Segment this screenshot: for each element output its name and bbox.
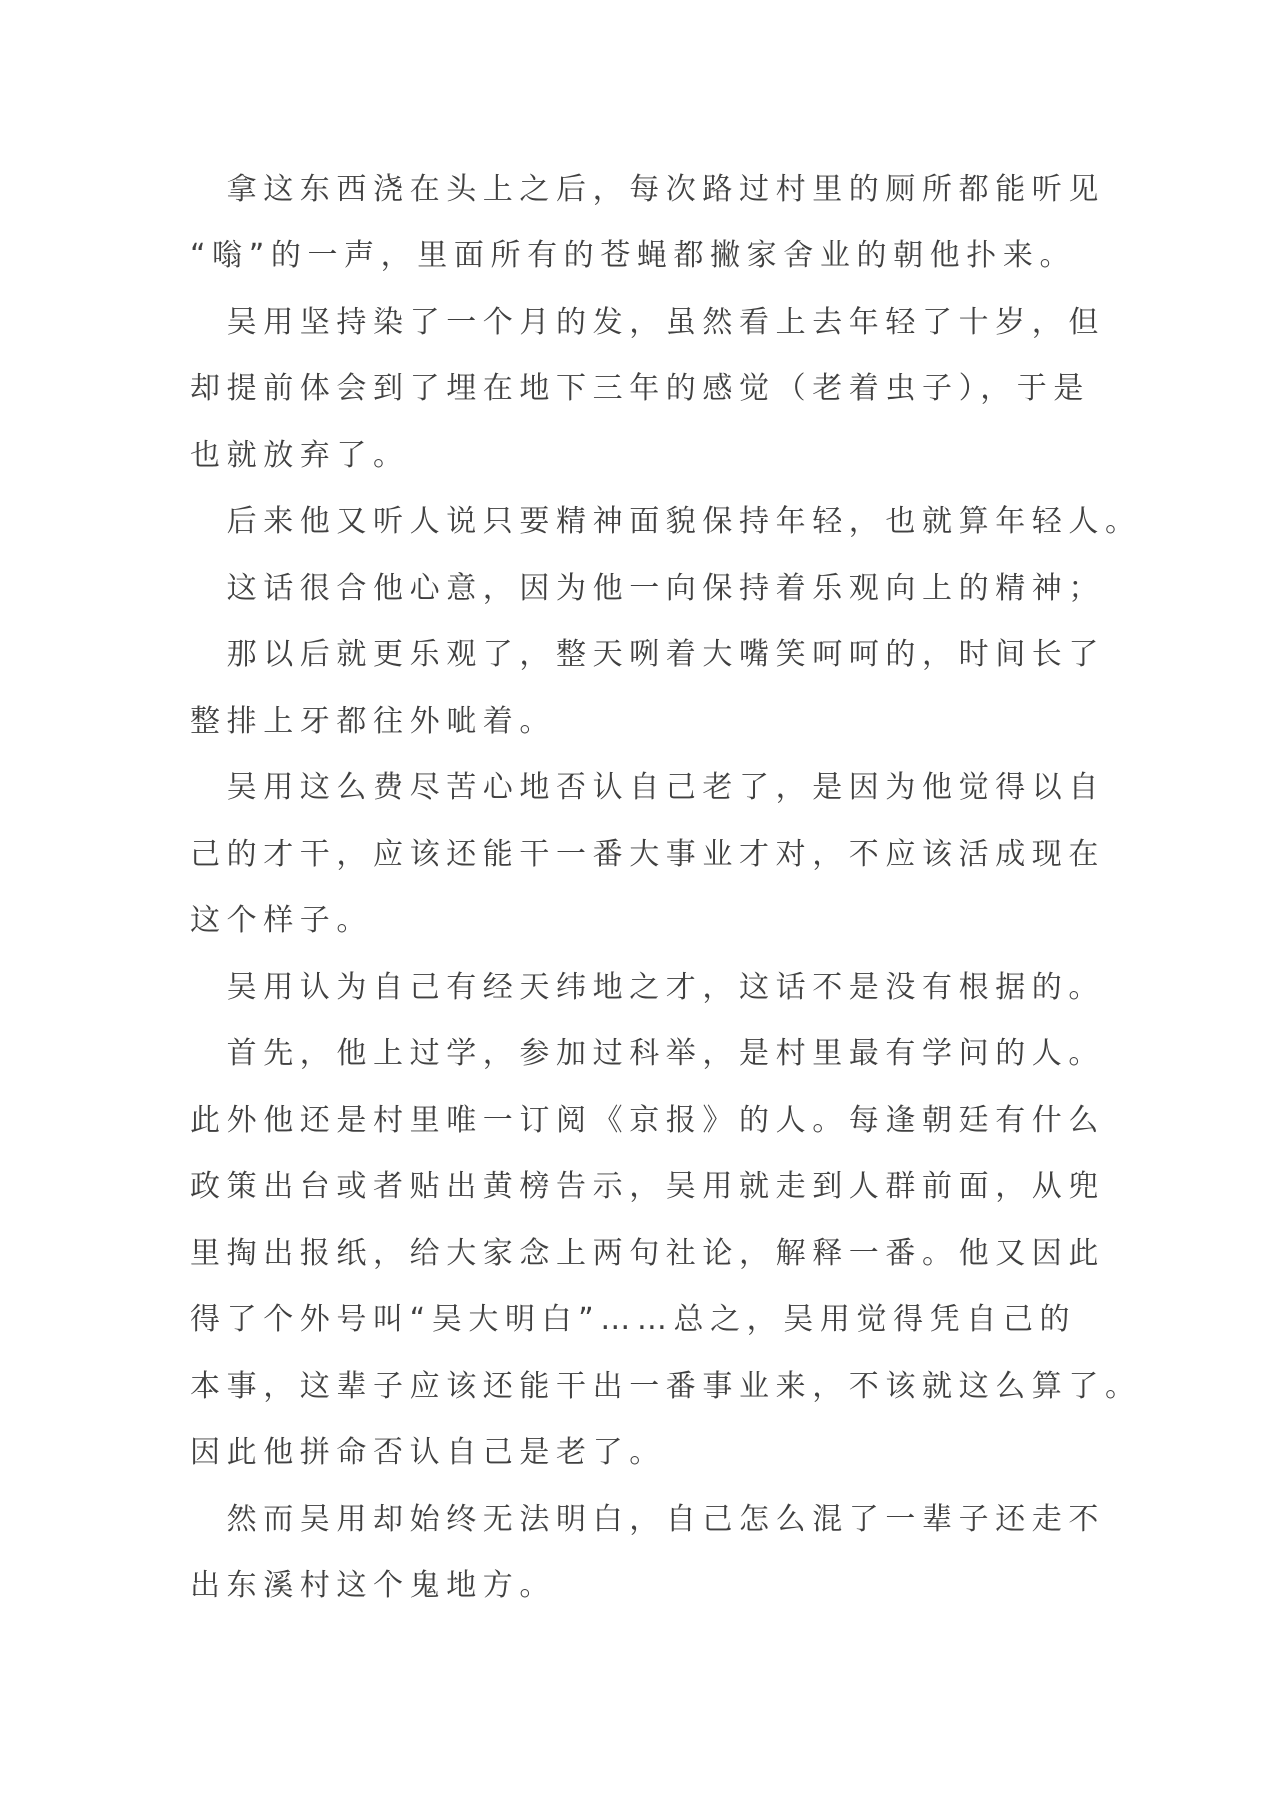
text-line: 这个样子。 — [190, 903, 373, 938]
text-line: 吴用认为自己有经天纬地之才，这话不是没有根据的。 — [190, 970, 1105, 1005]
text-line: 也就放弃了。 — [190, 438, 410, 473]
text-line: 政策出台或者贴出黄榜告示，吴用就走到人群前面，从兜 — [190, 1169, 1105, 1204]
text-line: 吴用坚持染了一个月的发，虽然看上去年轻了十岁，但 — [190, 305, 1105, 340]
text-line: 那以后就更乐观了，整天咧着大嘴笑呵呵的，时间长了 — [190, 637, 1105, 672]
text-line: 里掏出报纸，给大家念上两句社论，解释一番。他又因此 — [190, 1236, 1105, 1271]
text-line: “嗡”的一声，里面所有的苍蝇都撇家舍业的朝他扑来。 — [190, 238, 1077, 273]
text-line: 此外他还是村里唯一订阅《京报》的人。每逢朝廷有什么 — [190, 1103, 1105, 1138]
text-line: 因此他拼命否认自己是老了。 — [190, 1435, 666, 1470]
text-line: 拿这东西浇在头上之后，每次路过村里的厕所都能听见 — [190, 172, 1105, 207]
text-line: 这话很合他心意，因为他一向保持着乐观向上的精神； — [190, 571, 1105, 606]
text-line: 吴用这么费尽苦心地否认自己老了，是因为他觉得以自 — [190, 770, 1105, 805]
text-line: 然而吴用却始终无法明白，自己怎么混了一辈子还走不 — [190, 1502, 1105, 1537]
text-line: 己的才干，应该还能干一番大事业才对，不应该活成现在 — [190, 837, 1105, 872]
text-line: 出东溪村这个鬼地方。 — [190, 1568, 556, 1603]
text-line: 首先，他上过学，参加过科举，是村里最有学问的人。 — [190, 1036, 1105, 1071]
text-line: 却提前体会到了埋在地下三年的感觉（老着虫子），于是 — [190, 371, 1090, 406]
text-line: 本事，这辈子应该还能干出一番事业来，不该就这么算了。 — [190, 1369, 1142, 1404]
text-line: 整排上牙都往外呲着。 — [190, 704, 556, 739]
text-line: 得了个外号叫“吴大明白”……总之，吴用觉得凭自己的 — [190, 1302, 1077, 1337]
text-line: 后来他又听人说只要精神面貌保持年轻，也就算年轻人。 — [190, 504, 1142, 539]
